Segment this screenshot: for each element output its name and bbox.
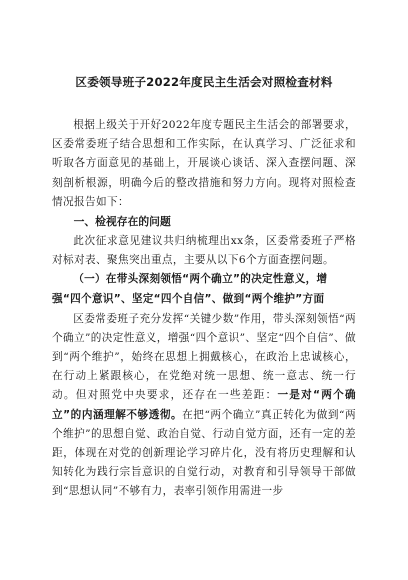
subsection-1-body bbox=[52, 310, 356, 502]
body-text-end: 在把“两个确立”真正转化为做到“两个维护”的思想自觉、政治自觉、行动自觉方面，还有一定的差距，体现在对党的创新理论学习碎片化，没有将历史理解和认知转化为践行宗旨意识的自觉行动，对教育和引导领导干部做到“思想认同”不够有力，表率引领作用需进一步 bbox=[52, 408, 356, 498]
emphasis-point-one: 一是对“两个确立”的内涵理解不够透彻。 bbox=[52, 389, 356, 421]
intro-paragraph: 根据上级关于开好2022年度专题民主生活会的部署要求，区委常委班子结合思想和工作实际，在认真学习、广泛征求和听取各方面意见的基础上，开展谈心谈话、深入查摆问题、深刻剖析根源，明确今后的整改措施和努力方向。现将对照检查情况报告如下： bbox=[52, 119, 356, 208]
subsection-heading-1: （一）在带头深刻领悟“两个确立”的决定性意义，增强“四个意识”、坚定“四个自信”、做到“两个维护”方面 bbox=[52, 273, 328, 306]
body-text-start: 区委常委班子充分发挥“关键少数”作用，带头深刻领悟“两个确立”的决定性意义，增强“四个意识”、坚定“四个自信”、做到“两个维护”，始终在思想上拥戴核心，在政治上忠诚核心，在行动上紧跟核心，在党绝对统一思想、统一意志、统一行动。但对照党中央要求，还存在一些差距： bbox=[52, 312, 356, 402]
document-title: 区委领导班子2022年度民主生活会对照检查材料 bbox=[75, 75, 333, 89]
section-1-intro-paragraph: 此次征求意见建议共归纳梳理出xx条，区委常委班子严格对标对表、聚焦突出重点，主要从以下6个方面查摆问题。 bbox=[52, 235, 356, 267]
section-heading-1: 一、检视存在的问题 bbox=[73, 215, 171, 229]
